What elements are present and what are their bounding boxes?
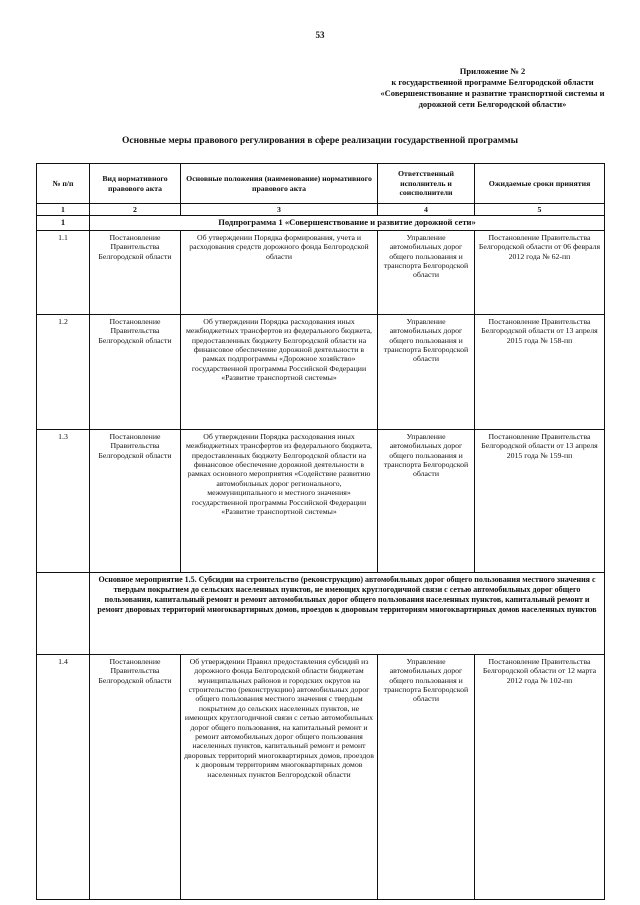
column-index-row [37,204,605,216]
index-cell: 5 [475,204,605,216]
header-num: № п/п [37,164,90,204]
row-num: 1.1 [37,230,90,314]
row-content: Об утверждении Порядка формирования, учета и расходования средств дорожного фонда Белгородской области [181,230,378,314]
row-content: Об утверждении Правил предоставления субсидий из дорожного фонда Белгородской области бюджетам муниципальных районов и городских округов на строительство (реконструкцию) автомобильных дорог общего пользования местного значения с твердым покрытием до сельских населенных пунктов, не имеющих круглогодичной связи с сетью автомобильных дорог общего пользования, на капитальный ремонт и ремонт автомобильных дорог общего пользования населенных пунктов, капитальный ремонт и ремонт дворовых территорий многоквартирных домов, проездов к дворовым территориям многоквартирных домов населенных пунктов Белгородской области [181,654,378,899]
measure-row [37,572,605,654]
subprogram-title: Подпрограмма 1 «Совершенствование и развитие дорожной сети» [90,216,605,230]
page-number: 53 [315,30,325,40]
measure-title: Основное мероприятие 1.5. Субсидии на строительство (реконструкцию) автомобильных дорог общего пользования местного значения с твердым покрытием до сельских населенных пунктов, не имеющих круглогодичной связи с сетью автомобильных дорог общего пользования, капитальный ремонт и ремонт автомобильных дорог общего пользования населенных пунктов, капитальный ремонт и ремонт дворовых территорий многоквартирных домов, проездов к дворовым территориям многоквартирных домов населенных пунктов [90,572,605,654]
table-row [37,429,605,572]
row-content: Об утверждении Порядка расходования иных межбюджетных трансфертов из федерального бюджета, предоставленных бюджету Белгородской области на финансовое обеспечение дорожной деятельности в рамках подпрограммы «Дорожное хозяйство» государственной программы Российской Федерации «Развитие транспортной системы» [181,314,378,429]
table-header-row [37,164,605,204]
row-num: 1.4 [37,654,90,899]
appendix-line-2: к государственной программе Белгородской области [391,77,594,87]
appendix-header [360,66,625,110]
row-executor: Управление автомобильных дорог общего пользования и транспорта Белгородской области [378,429,475,572]
table-row [37,314,605,429]
subprogram-num: 1 [37,216,90,230]
row-num: 1.2 [37,314,90,429]
row-deadline: Постановление Правительства Белгородской области от 12 марта 2012 года № 102-пп [475,654,605,899]
appendix-line-4: дорожной сети Белгородской области» [418,99,567,109]
appendix-line-1: Приложение № 2 [459,66,526,76]
row-deadline: Постановление Правительства Белгородской области от 13 апреля 2015 года № 158-пп [475,314,605,429]
index-cell: 2 [90,204,181,216]
index-cell: 1 [37,204,90,216]
row-act-type: Постановление Правительства Белгородской области [90,314,181,429]
row-deadline: Постановление Правительства Белгородской области от 06 февраля 2012 года № 62-пп [475,230,605,314]
row-act-type: Постановление Правительства Белгородской области [90,429,181,572]
row-num: 1.3 [37,429,90,572]
row-act-type: Постановление Правительства Белгородской области [90,654,181,899]
table-row [37,654,605,899]
document-title: Основные меры правового регулирования в сфере реализации государственной программы [121,136,518,146]
index-cell: 3 [181,204,378,216]
row-content: Об утверждении Порядка расходования иных межбюджетных трансфертов из федерального бюджета, предоставленных бюджету Белгородской области на финансовое обеспечение дорожной деятельности в рамках основного мероприятия «Содействие развитию автомобильных дорог регионального, межмуниципального и местного значения» государственной программы Российской Федерации «Развитие транспортной системы» [181,429,378,572]
appendix-line-3: «Совершенствование и развитие транспортной системы и [380,88,605,98]
row-deadline: Постановление Правительства Белгородской области от 13 апреля 2015 года № 159-пп [475,429,605,572]
header-deadline: Ожидаемые сроки принятия [475,164,605,204]
row-executor: Управление автомобильных дорог общего пользования и транспорта Белгородской области [378,654,475,899]
header-executor: Ответственный исполнитель и соисполнители [378,164,475,204]
subprogram-row [37,216,605,230]
row-act-type: Постановление Правительства Белгородской области [90,230,181,314]
index-cell: 4 [378,204,475,216]
header-act-type: Вид нормативного правового акта [90,164,181,204]
row-executor: Управление автомобильных дорог общего пользования и транспорта Белгородской области [378,230,475,314]
regulation-table [36,163,605,900]
row-executor: Управление автомобильных дорог общего пользования и транспорта Белгородской области [378,314,475,429]
table-row [37,230,605,314]
header-content: Основные положения (наименование) нормативного правового акта [181,164,378,204]
measure-num [37,572,90,654]
